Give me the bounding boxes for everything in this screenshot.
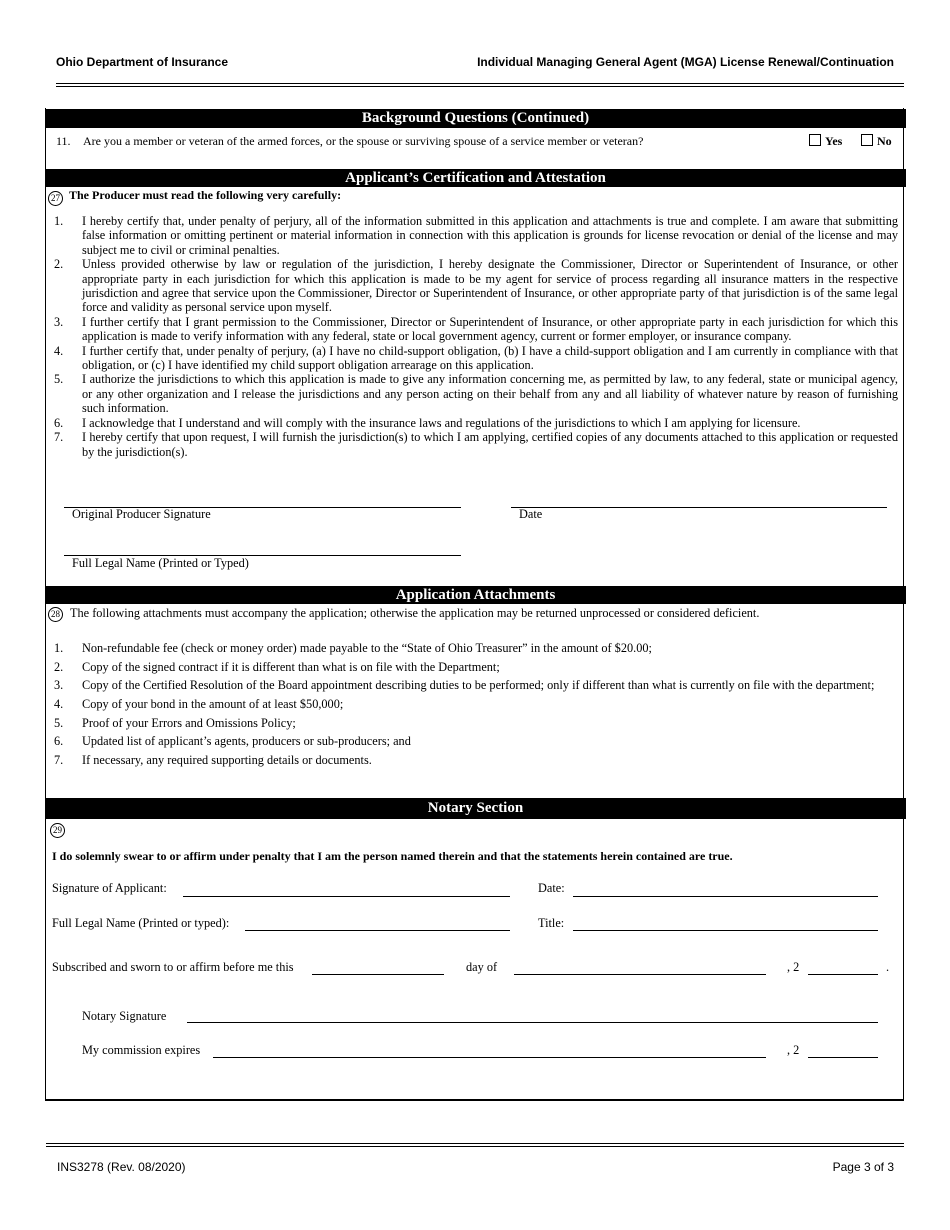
- certification-item: 4. I further certify that, under penalty of perjury, (a) I have no child-support obligation, (b) I have a child-support obligation and I am currently in compliance with that obligation, or (c) I have identified my child support obligation arrearage on this application.: [54, 343, 898, 373]
- header-divider-thin: [56, 86, 904, 87]
- sworn-year-line[interactable]: [808, 974, 878, 975]
- certification-date-line[interactable]: [511, 507, 887, 508]
- footer-divider: [46, 1143, 904, 1144]
- certification-item: 2. Unless provided otherwise by law or regulation of the jurisdiction, I hereby designate the Commissioner, Director or Superintendent of Insurance, or other appropriate party in each jurisdiction for which this application is made to be my agent for service of process regarding all insurance matters in the respective jurisdiction and agree that service upon the Commissioner, Director or Superintendent of Insurance, or other appropriate party of that jurisdiction is of the same legal force and validity as personal service upon myself.: [54, 257, 898, 315]
- sworn-day-line[interactable]: [312, 974, 444, 975]
- day-of-label: day of: [466, 960, 498, 974]
- certification-item: 3. I further certify that I grant permission to the Commissioner, Director or Superintendent of Insurance, or other appropriate party in each jurisdiction for which this application is made to verify information with any federal, state or local government agency, current or former employer, or insurance company.: [54, 314, 898, 344]
- applicant-signature-label: Signature of Applicant:: [52, 881, 167, 895]
- no-checkbox[interactable]: [861, 134, 873, 146]
- yes-checkbox[interactable]: [809, 134, 821, 146]
- attachment-item: 5. Proof of your Errors and Omissions Policy;: [54, 715, 296, 730]
- certification-date-label: Date: [519, 507, 543, 521]
- notary-oath: I do solemnly swear to or affirm under penalty that I am the person named therein and that the statements herein contained are true.: [52, 849, 733, 863]
- notary-full-name-label: Full Legal Name (Printed or typed):: [52, 916, 230, 930]
- notary-date-label: Date:: [538, 881, 565, 895]
- question-11-number: 11.: [56, 134, 71, 148]
- header-divider: [56, 83, 904, 84]
- item-27-marker: 27: [48, 191, 63, 206]
- commission-year-line[interactable]: [808, 1057, 878, 1058]
- notary-full-name-line[interactable]: [245, 930, 510, 931]
- certification-list: [54, 214, 898, 459]
- notary-date-line[interactable]: [573, 896, 878, 897]
- commission-year-prefix: , 2: [787, 1043, 800, 1057]
- commission-expires-line[interactable]: [213, 1057, 766, 1058]
- item-29-marker: 29: [50, 823, 65, 838]
- certification-item: 1. I hereby certify that, under penalty of perjury, all of the information submitted in this application and attachments is true and complete. I am aware that submitting false information or omitting pertinent or material information in connection with this application is grounds for license revocation or denial of the license and may subject me to civil or criminal penalties.: [54, 214, 898, 257]
- producer-signature-label: Original Producer Signature: [72, 507, 211, 521]
- sworn-year-prefix: , 2: [787, 960, 800, 974]
- certification-item: 6. I acknowledge that I understand and will comply with the insurance laws and regulations of the jurisdictions to which I am applying for licensure.: [54, 415, 801, 430]
- yes-label: Yes: [825, 134, 843, 148]
- attachment-item: 4. Copy of your bond in the amount of at least $50,000;: [54, 697, 344, 712]
- background-section-title: Background Questions (Continued): [45, 109, 906, 128]
- attachment-item: 2. Copy of the signed contract if it is different than what is on file with the Department;: [54, 659, 500, 674]
- attachment-item: 7. If necessary, any required supporting details or documents.: [54, 753, 372, 768]
- full-legal-name-label: Full Legal Name (Printed or Typed): [72, 556, 249, 570]
- certification-item: 7. I hereby certify that upon request, I will furnish the jurisdiction(s) to which I am applying, certified copies of any documents attached to this application or requested by the jurisdiction(s).: [54, 430, 898, 459]
- title-label: Title:: [538, 916, 565, 930]
- certification-item: 5. I authorize the jurisdictions to which this application is made to give any information concerning me, as permitted by law, to any federal, state or municipal agency, or any other organization and I release the jurisdictions and any person acting on their behalf from any and all liability of whatever nature by reason of furnishing such information.: [54, 372, 898, 416]
- attachment-item: 1. Non-refundable fee (check or money order) made payable to the “State of Ohio Treasurer” in the amount of $20.00;: [54, 641, 652, 655]
- page-number: Page 3 of 3: [832, 1160, 894, 1174]
- form-number: INS3278 (Rev. 08/2020): [57, 1160, 186, 1174]
- question-11-text: Are you a member or veteran of the armed forces, or the spouse or surviving spouse of a service member or veteran?: [83, 134, 644, 148]
- commission-expires-label: My commission expires: [82, 1043, 201, 1057]
- yes-option[interactable]: [809, 134, 842, 149]
- item-28-marker: 28: [48, 607, 63, 622]
- attachments-intro: The following attachments must accompany the application; otherwise the application may be returned unprocessed or considered deficient.: [70, 606, 760, 620]
- attachment-item: 6. Updated list of applicant’s agents, producers or sub-producers; and: [54, 734, 411, 749]
- sworn-label: Subscribed and sworn to or affirm before me this: [52, 960, 294, 974]
- page-header: [56, 55, 894, 71]
- form-title: Individual Managing General Agent (MGA) License Renewal/Continuation: [477, 55, 894, 69]
- notary-signature-label: Notary Signature: [82, 1009, 167, 1023]
- no-label: No: [877, 134, 892, 148]
- title-line[interactable]: [573, 930, 878, 931]
- certification-intro: The Producer must read the following very carefully:: [69, 188, 342, 202]
- sworn-month-line[interactable]: [514, 974, 766, 975]
- sworn-period: .: [886, 960, 890, 974]
- attachments-list: [54, 639, 898, 770]
- attachment-item: 3. Copy of the Certified Resolution of the Board appointment describing duties to be performed; only if different than what is currently on file with the department;: [54, 678, 875, 693]
- certification-section-title: Applicant’s Certification and Attestation: [45, 169, 906, 187]
- no-option[interactable]: [861, 134, 892, 149]
- notary-section-title: Notary Section: [45, 798, 906, 819]
- applicant-signature-line[interactable]: [183, 896, 510, 897]
- footer-divider-thin: [46, 1146, 904, 1147]
- attachments-section-title: Application Attachments: [45, 586, 906, 604]
- agency-name: Ohio Department of Insurance: [56, 55, 229, 69]
- notary-signature-line[interactable]: [187, 1022, 878, 1023]
